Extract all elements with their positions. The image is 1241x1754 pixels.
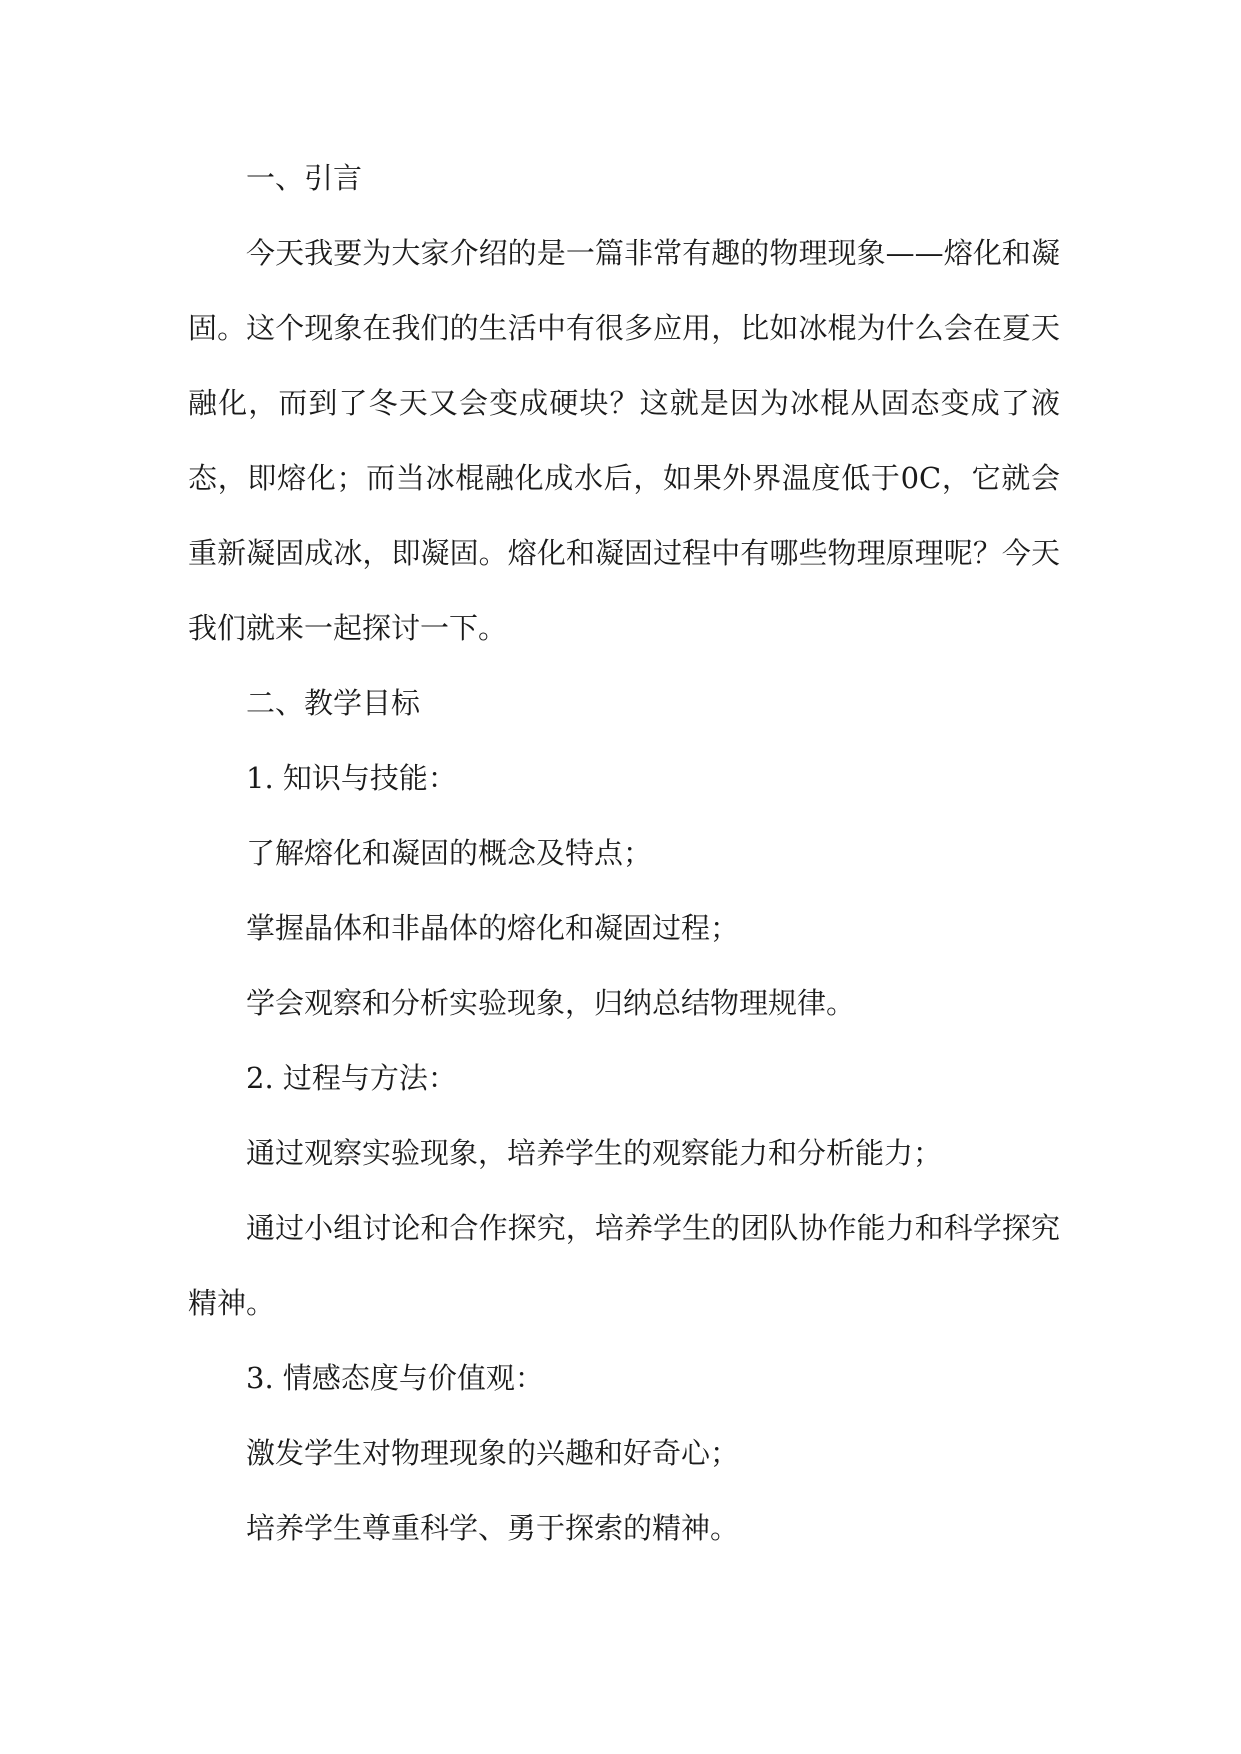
goal-item: 通过小组讨论和合作探究，培养学生的团队协作能力和科学探究精神。 <box>188 1211 1060 1320</box>
goal-item: 激发学生对物理现象的兴趣和好奇心； <box>246 1436 740 1470</box>
subheading-attitudes-values: 3. 情感态度与价值观： <box>246 1361 544 1395</box>
goal-item: 培养学生尊重科学、勇于探索的精神。 <box>246 1511 740 1545</box>
subheading-process-methods: 2. 过程与方法： <box>246 1061 457 1095</box>
introduction-paragraph: 今天我要为大家介绍的是一篇非常有趣的物理现象——熔化和凝固。这个现象在我们的生活中有很多应用，比如冰棍为什么会在夏天融化，而到了冬天又会变成硬块？这就是因为冰棍从固态变成了液态，即熔化；而当冰棍融化成水后，如果外界温度低于0C，它就会重新凝固成冰，即凝固。熔化和凝固过程中有哪些物理原理呢？今天我们就来一起探讨一下。 <box>188 236 1060 645</box>
goal-item: 学会观察和分析实验现象，归纳总结物理规律。 <box>246 986 856 1020</box>
goal-item: 掌握晶体和非晶体的熔化和凝固过程； <box>246 911 740 945</box>
section-heading-teaching-goals: 二、教学目标 <box>246 686 421 720</box>
document-body <box>188 141 1060 1566</box>
subheading-knowledge-skills: 1. 知识与技能： <box>246 761 457 795</box>
goal-item: 通过观察实验现象，培养学生的观察能力和分析能力； <box>246 1136 943 1170</box>
section-heading-introduction: 一、引言 <box>246 161 363 195</box>
goal-item: 了解熔化和凝固的概念及特点； <box>246 836 653 870</box>
